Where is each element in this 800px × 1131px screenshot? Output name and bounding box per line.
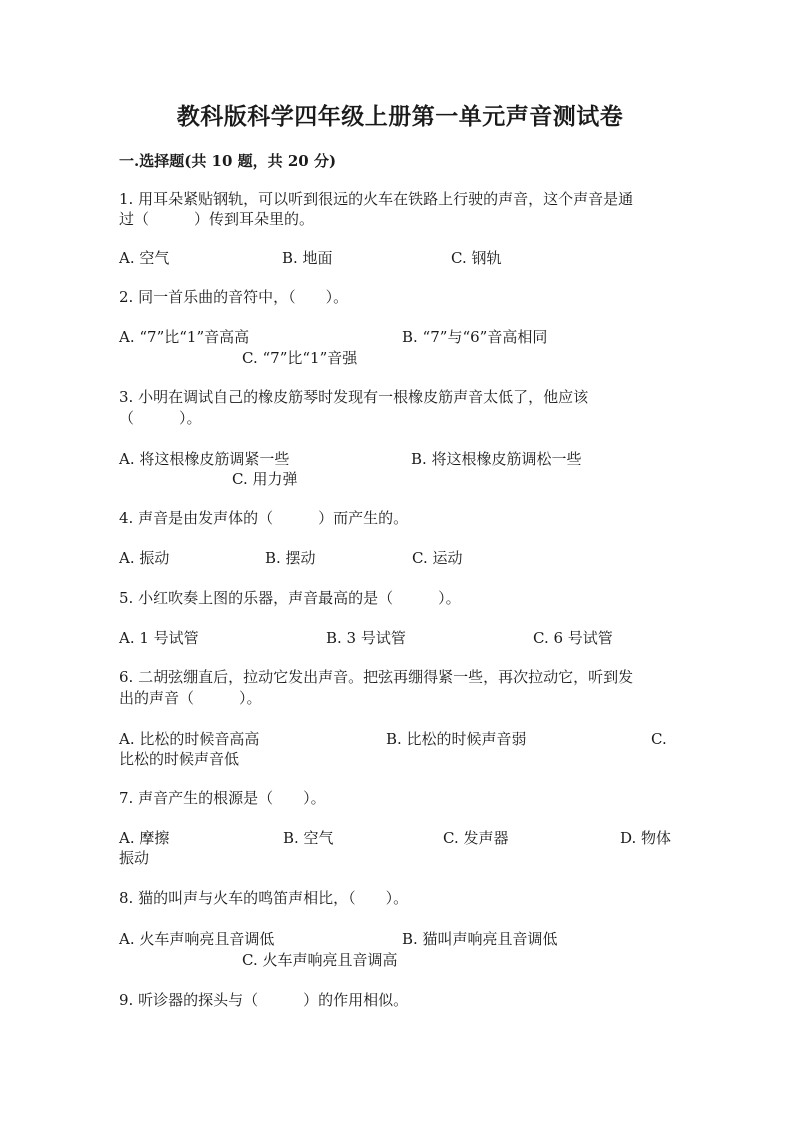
question-8-option-c: C. 火车声响亮且音调高 [242,951,398,969]
section-heading: 一.选择题(共 10 题，共 20 分) [119,152,337,170]
question-1-option-a: A. 空气 [119,249,170,267]
question-6-option-c-text: 比松的时候声音低 [119,750,240,768]
question-7-option-c: C. 发声器 [443,829,509,847]
question-3-option-c: C. 用力弹 [232,470,298,488]
question-5-stem: 5. 小红吹奏上图的乐器，声音最高的是（ ）。 [119,589,461,607]
question-5-option-c: C. 6 号试管 [533,629,613,647]
question-3-option-b: B. 将这根橡皮筋调松一些 [411,450,582,468]
question-8-stem: 8. 猫的叫声与火车的鸣笛声相比，（ ）。 [119,889,409,907]
question-4-stem: 4. 声音是由发声体的（ ）而产生的。 [119,509,409,527]
question-2-option-b: B. “7”与“6”音高相同 [402,328,548,346]
question-7-option-b: B. 空气 [283,829,334,847]
question-6-stem-line-2: 出的声音（ ）。 [119,689,262,707]
question-3-stem-line-2: （ ）。 [119,409,202,427]
question-1-option-c: C. 钢轨 [451,249,502,267]
question-3-stem-line-1: 3. 小明在调试自己的橡皮筋琴时发现有一根橡皮筋声音太低了，他应该 [119,388,589,406]
question-1-stem-line-2: 过（ ）传到耳朵里的。 [119,210,315,228]
question-3-option-a: A. 将这根橡皮筋调紧一些 [119,450,290,468]
question-7-option-d-continued: 振动 [119,849,150,867]
question-6-option-c-label: C. [651,730,667,748]
question-6-option-b: B. 比松的时候声音弱 [386,730,527,748]
question-2-stem: 2. 同一首乐曲的音符中，（ ）。 [119,288,349,306]
question-5-option-a: A. 1 号试管 [119,629,199,647]
question-1-stem-line-1: 1. 用耳朵紧贴钢轨，可以听到很远的火车在铁路上行驶的声音，这个声音是通 [119,190,634,208]
question-7-option-a: A. 摩擦 [119,829,170,847]
question-1-option-b: B. 地面 [282,249,333,267]
question-9-stem: 9. 听诊器的探头与（ ）的作用相似。 [119,991,409,1009]
question-6-stem-line-1: 6. 二胡弦绷直后，拉动它发出声音。把弦再绷得紧一些，再次拉动它，听到发 [119,668,634,686]
question-2-option-c: C. “7”比“1”音强 [242,349,358,367]
question-4-option-a: A. 振动 [119,549,170,567]
question-8-option-b: B. 猫叫声响亮且音调低 [402,930,558,948]
question-8-option-a: A. 火车声响亮且音调低 [119,930,275,948]
question-6-option-a: A. 比松的时候音高高 [119,730,260,748]
question-2-option-a: A. “7”比“1”音高高 [119,328,250,346]
question-4-option-b: B. 摆动 [265,549,316,567]
question-5-option-b: B. 3 号试管 [326,629,406,647]
question-4-option-c: C. 运动 [412,549,463,567]
question-7-option-d: D. 物体 [620,829,672,847]
page-title: 教科版科学四年级上册第一单元声音测试卷 [176,103,624,130]
question-7-stem: 7. 声音产生的根源是（ ）。 [119,789,326,807]
